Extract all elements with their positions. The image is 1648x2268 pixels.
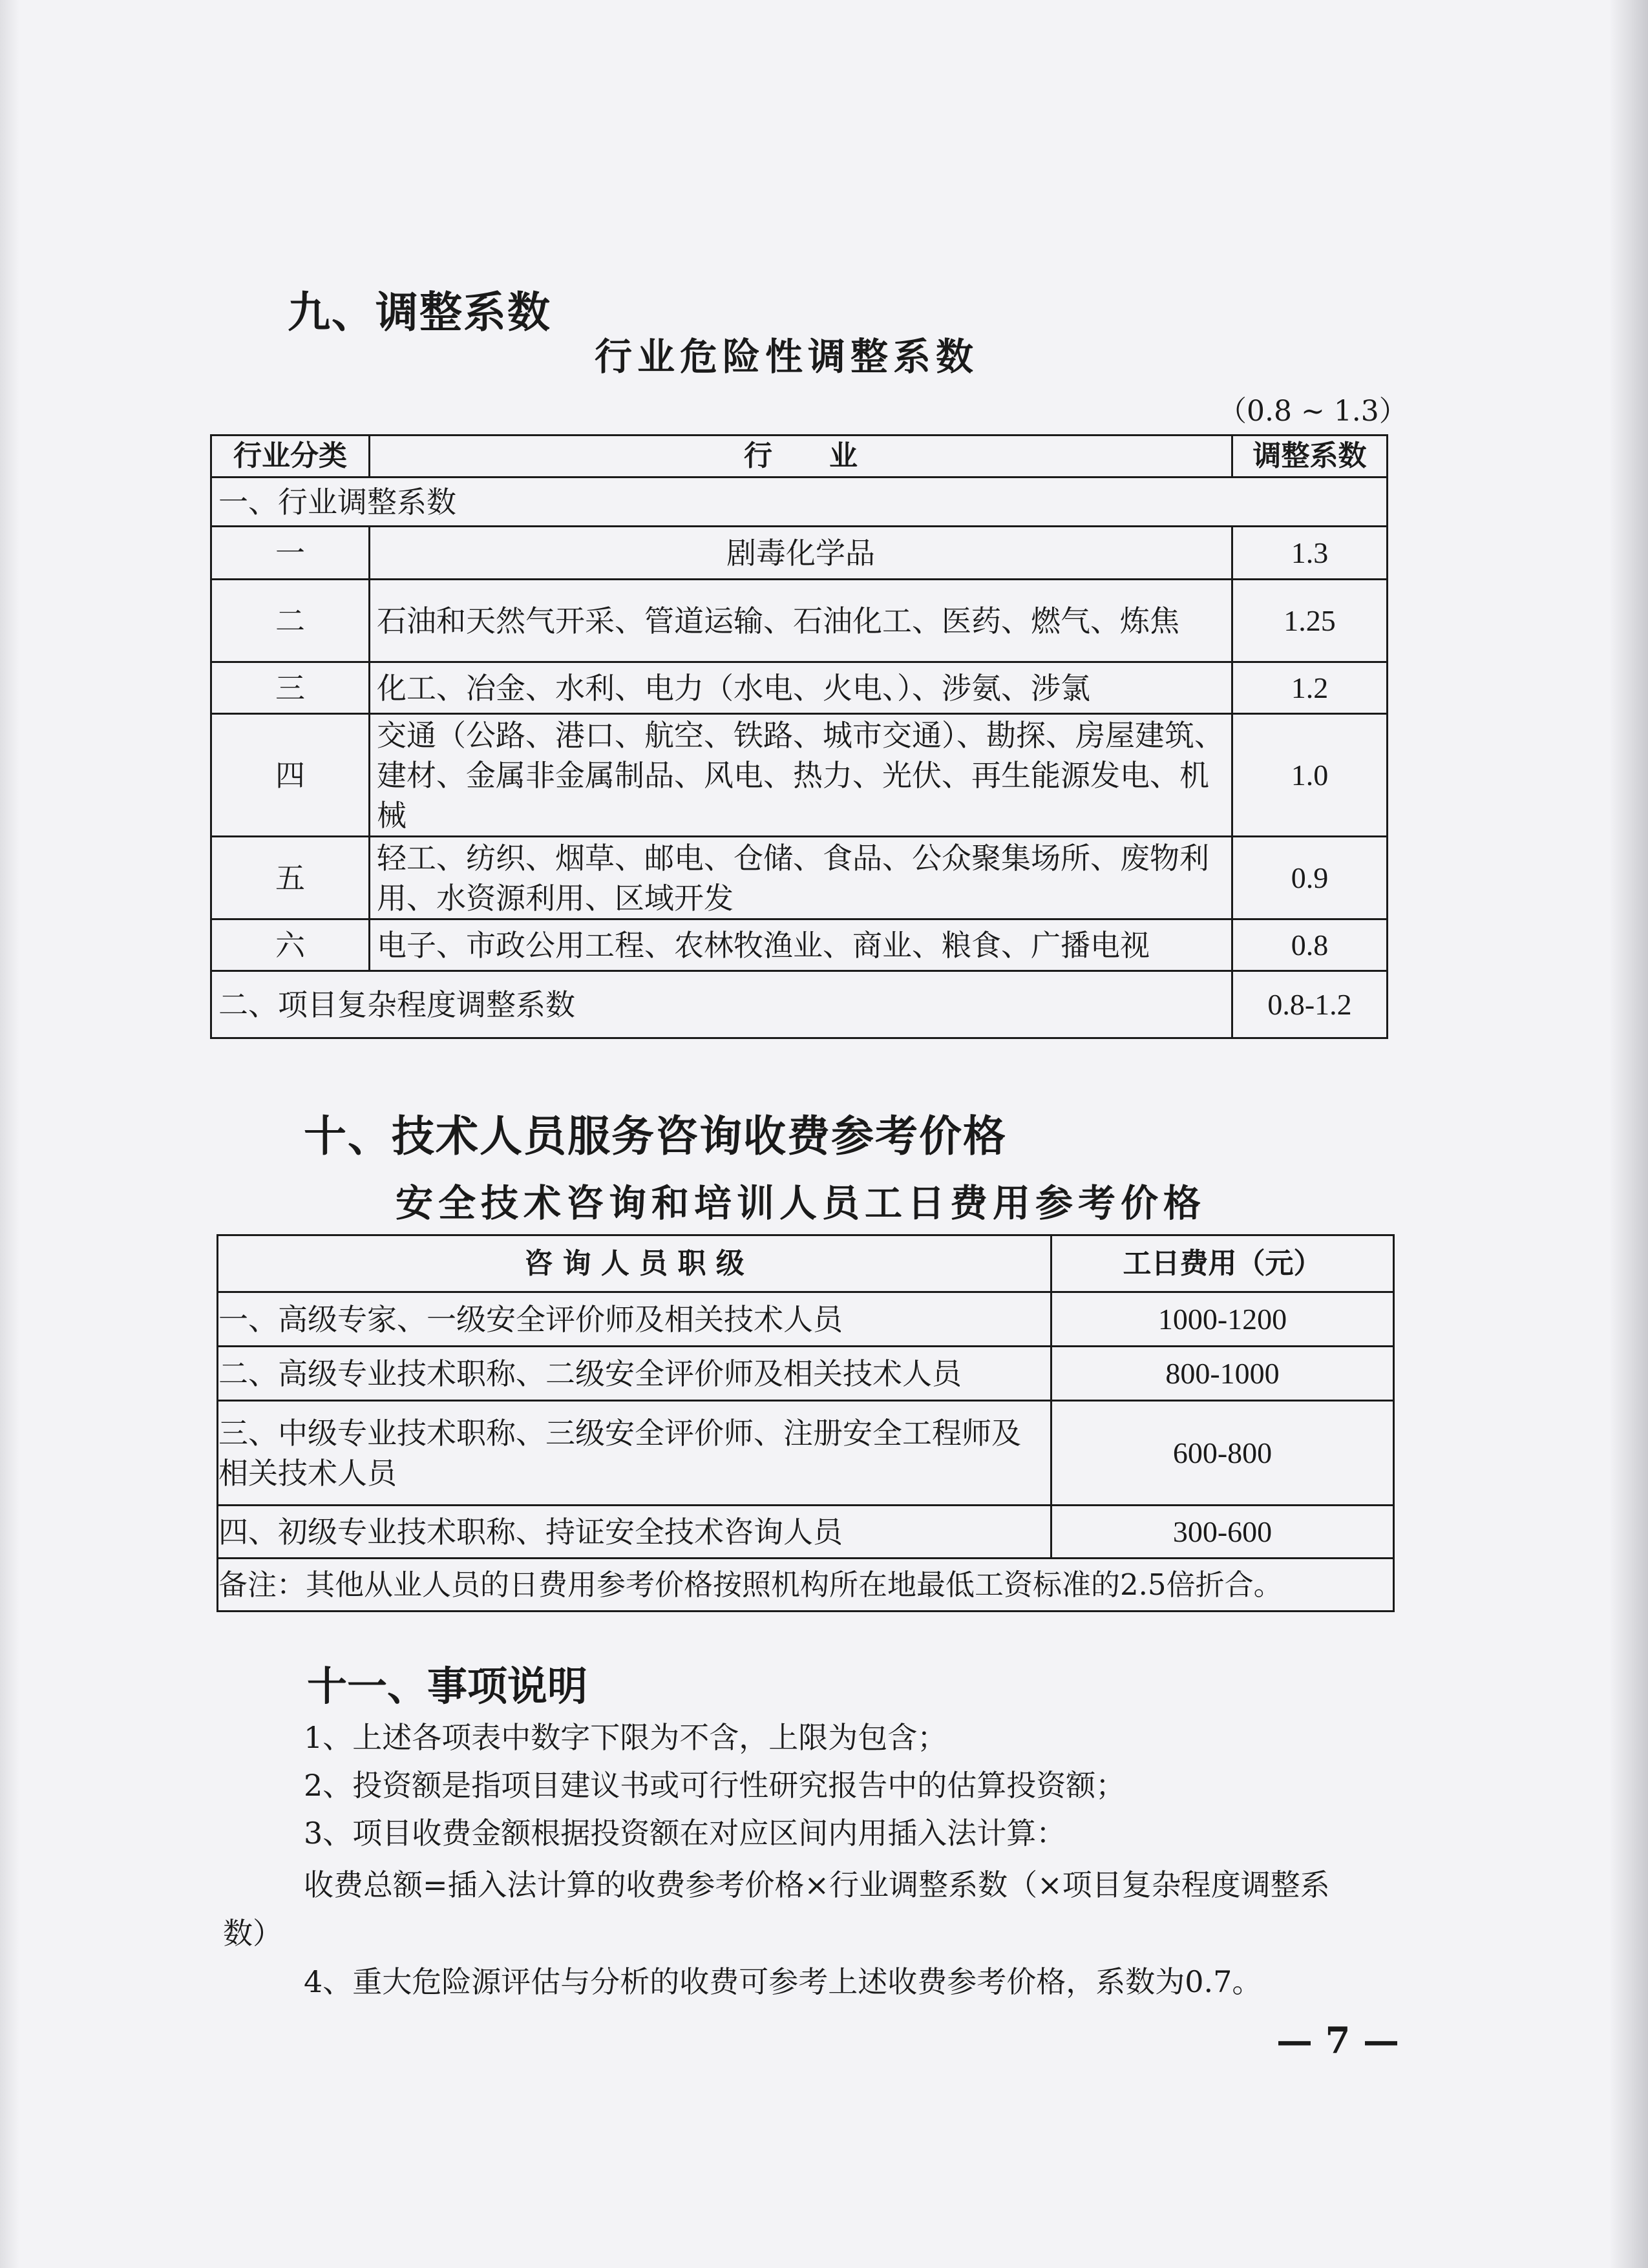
row-fee: 1000-1200 — [1051, 1292, 1394, 1347]
row-industry: 交通（公路、港口、航空、铁路、城市交通）、勘探、房屋建筑、建材、金属非金属制品、风电、热力、光伏、再生能源发电、机械 — [370, 714, 1232, 837]
note-item: 1、上述各项表中数字下限为不含，上限为包含； — [304, 1720, 947, 1755]
section-9-title: 九、调整系数 — [288, 288, 551, 337]
note-item: 2、投资额是指项目建议书或可行性研究报告中的估算投资额； — [304, 1768, 1126, 1803]
row-coefficient: 1.3 — [1232, 527, 1388, 580]
table-row — [211, 662, 1388, 714]
complexity-coefficient: 0.8-1.2 — [1232, 971, 1388, 1038]
table-row — [218, 1506, 1394, 1559]
row-level: 三、中级专业技术职称、三级安全评价师、注册安全工程师及相关技术人员 — [218, 1401, 1051, 1506]
note-formula-continued: 数） — [223, 1916, 282, 1951]
personnel-fee-table — [217, 1234, 1395, 1612]
table-row — [218, 1292, 1394, 1347]
row-industry: 化工、冶金、水利、电力（水电、火电、）、涉氨、涉氯 — [370, 662, 1232, 714]
note-formula: 收费总额=插入法计算的收费参考价格×行业调整系数（×项目复杂程度调整系 — [304, 1867, 1330, 1902]
header-personnel-level: 咨 询 人 员 职 级 — [218, 1235, 1051, 1292]
table-row — [218, 1347, 1394, 1401]
row-coefficient: 0.9 — [1232, 837, 1388, 919]
row-category: 二 — [211, 580, 370, 662]
row-level: 四、初级专业技术职称、持证安全技术咨询人员 — [218, 1506, 1051, 1559]
industry-table-title: 行业危险性调整系数 — [595, 335, 979, 379]
row-category: 一 — [211, 527, 370, 580]
table-row — [211, 527, 1388, 580]
note-item: 3、项目收费金额根据投资额在对应区间内用插入法计算： — [304, 1816, 1066, 1851]
fee-table-title: 安全技术咨询和培训人员工日费用参考价格 — [396, 1181, 1207, 1225]
row-coefficient: 1.2 — [1232, 662, 1388, 714]
note-item: 4、重大危险源评估与分析的收费可参考上述收费参考价格，系数为0.7。 — [304, 1964, 1262, 1999]
row-category: 五 — [211, 837, 370, 919]
row-industry: 石油和天然气开采、管道运输、石油化工、医药、燃气、炼焦 — [370, 580, 1232, 662]
header-category: 行业分类 — [211, 436, 370, 478]
section-11-title: 十一、事项说明 — [307, 1663, 588, 1710]
row-fee: 300-600 — [1051, 1506, 1394, 1559]
row-fee: 800-1000 — [1051, 1347, 1394, 1401]
header-daily-fee: 工日费用（元） — [1051, 1235, 1394, 1292]
table-remark: 备注：其他从业人员的日费用参考价格按照机构所在地最低工资标准的2.5倍折合。 — [218, 1559, 1394, 1612]
section-10-title: 十、技术人员服务咨询收费参考价格 — [304, 1111, 1007, 1161]
table-row — [211, 919, 1388, 971]
table-row — [218, 1401, 1394, 1506]
row-level: 二、高级专业技术职称、二级安全评价师及相关技术人员 — [218, 1347, 1051, 1401]
row-industry: 电子、市政公用工程、农林牧渔业、商业、粮食、广播电视 — [370, 919, 1232, 971]
row-fee: 600-800 — [1051, 1401, 1394, 1506]
row-industry: 剧毒化学品 — [370, 527, 1232, 580]
page-number: — 7 — — [1276, 2019, 1399, 2062]
row-category: 四 — [211, 714, 370, 837]
row-coefficient: 1.0 — [1232, 714, 1388, 837]
row-category: 三 — [211, 662, 370, 714]
table-row — [211, 714, 1388, 837]
industry-coefficient-table — [210, 434, 1388, 1039]
group-complexity-adjustment: 二、项目复杂程度调整系数 — [211, 971, 1232, 1038]
header-industry: 行 业 — [370, 436, 1232, 478]
row-category: 六 — [211, 919, 370, 971]
scan-shadow-right — [1609, 0, 1648, 2268]
row-industry: 轻工、纺织、烟草、邮电、仓储、食品、公众聚集场所、废物利用、水资源利用、区域开发 — [370, 837, 1232, 919]
row-coefficient: 0.8 — [1232, 919, 1388, 971]
header-coefficient: 调整系数 — [1232, 436, 1388, 478]
group-industry-adjustment: 一、行业调整系数 — [211, 478, 1388, 527]
row-coefficient: 1.25 — [1232, 580, 1388, 662]
row-level: 一、高级专家、一级安全评价师及相关技术人员 — [218, 1292, 1051, 1347]
coefficient-range: （0.8 ~ 1.3） — [1218, 395, 1408, 428]
table-row — [211, 580, 1388, 662]
table-row — [211, 837, 1388, 919]
scan-shadow-left — [0, 0, 19, 2268]
